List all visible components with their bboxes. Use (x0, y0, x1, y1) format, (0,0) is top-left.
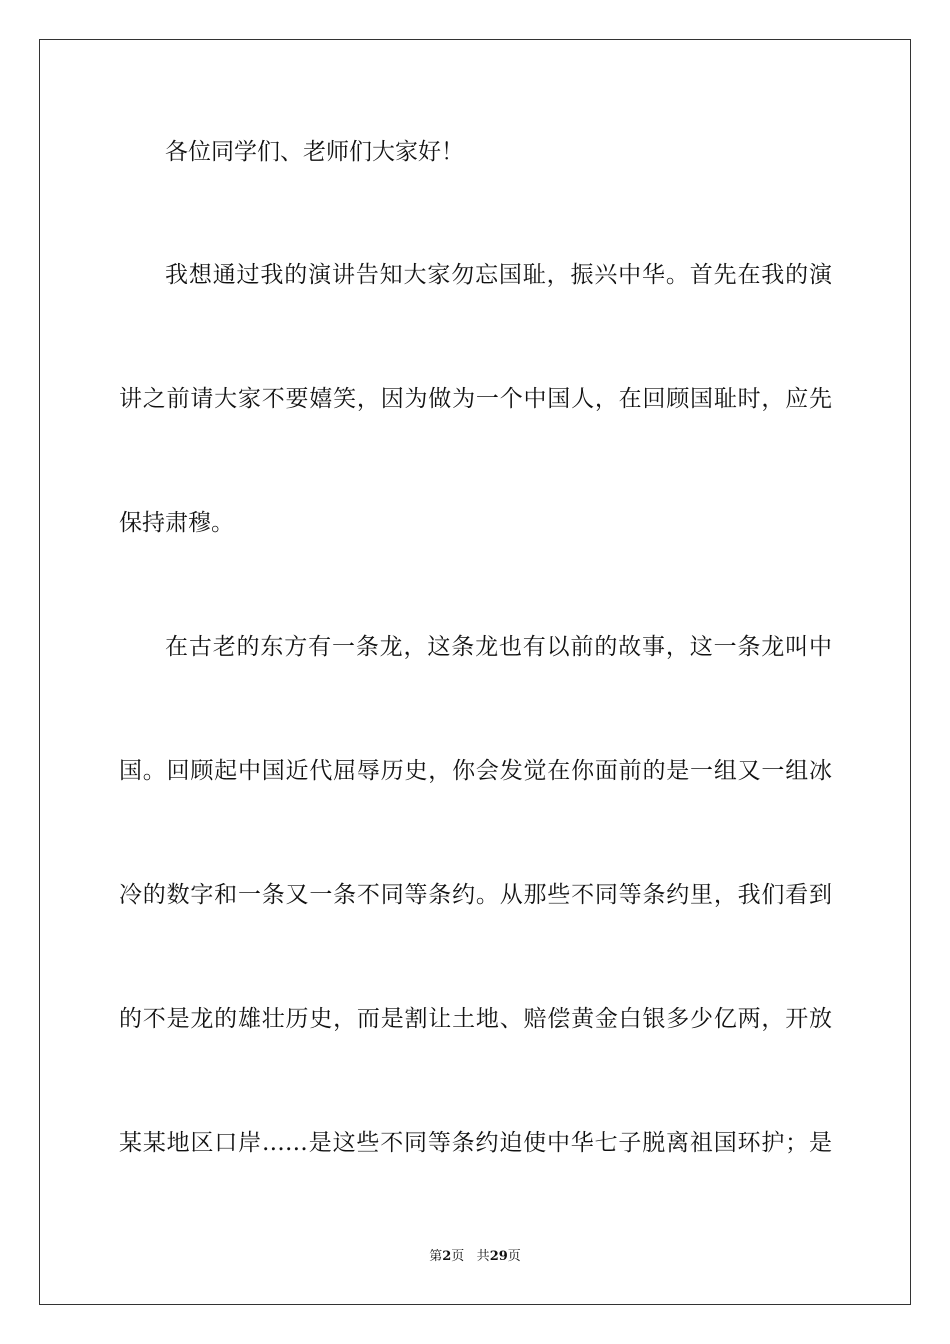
paragraph-line: 的不是龙的雄壮历史，而是割让土地、赔偿黄金白银多少亿两，开放 (119, 1006, 832, 1032)
paragraph-line: 国。回顾起中国近代屈辱历史，你会发觉在你面前的是一组又一组冰 (119, 758, 832, 784)
footer-page-number: 2 (442, 1249, 452, 1264)
footer-total-pages: 29 (489, 1249, 508, 1264)
page-border (39, 39, 911, 1305)
paragraph-line: 我想通过我的演讲告知大家勿忘国耻，振兴中华。首先在我的演 (165, 262, 832, 288)
paragraph-line: 保持肃穆。 (119, 510, 234, 536)
footer-page-prefix: 第 (429, 1249, 443, 1264)
paragraph-line: 在古老的东方有一条龙，这条龙也有以前的故事，这一条龙叫中 (165, 634, 832, 660)
paragraph-line: 冷的数字和一条又一条不同等条约。从那些不同等条约里，我们看到 (119, 882, 832, 908)
paragraph-line: 各位同学们、老师们大家好！ (165, 139, 464, 165)
page-footer (0, 1248, 950, 1266)
footer-page-suffix: 页 (451, 1249, 465, 1264)
footer-total-suffix: 页 (507, 1249, 521, 1264)
footer-total-prefix: 共 (476, 1249, 490, 1264)
paragraph-line: 某某地区口岸……是这些不同等条约迫使中华七子脱离祖国环护；是 (119, 1130, 832, 1156)
paragraph-line: 讲之前请大家不要嬉笑，因为做为一个中国人，在回顾国耻时，应先 (119, 386, 832, 412)
